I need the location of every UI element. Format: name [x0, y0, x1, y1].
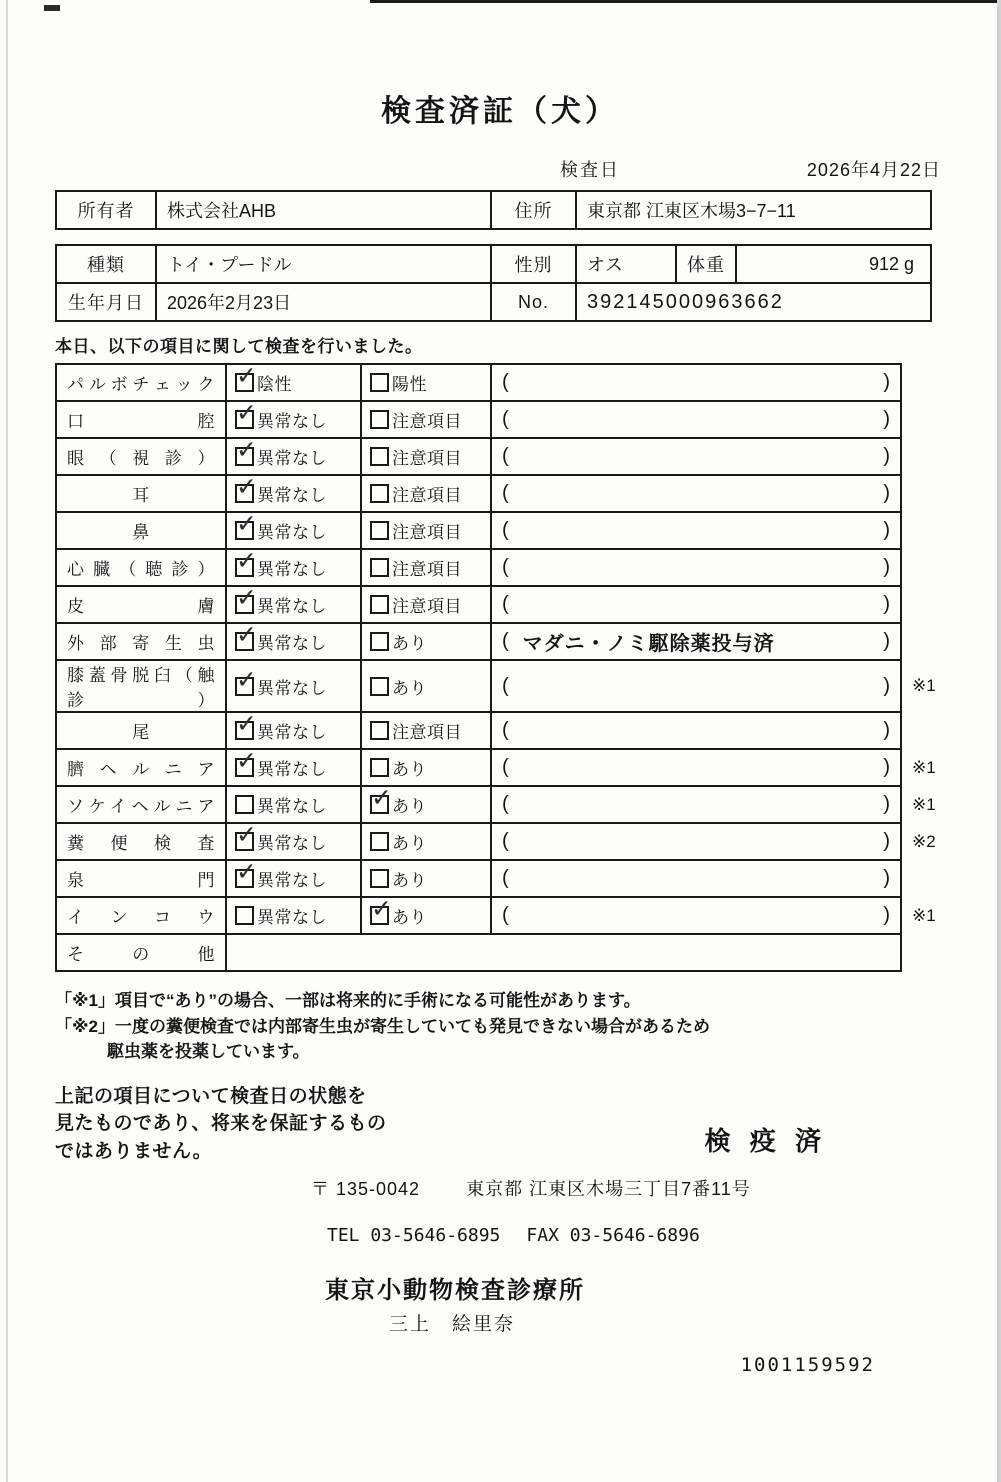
option-1-cell — [226, 749, 361, 786]
paren-close: ) — [883, 719, 890, 741]
sex-value: オス — [576, 245, 676, 283]
note-cell — [491, 475, 901, 512]
option-1-cell — [226, 586, 361, 623]
reference-mark: ※2 — [912, 831, 936, 851]
option-1-checkbox — [235, 906, 254, 925]
clinic-address: 東京都 江東区木場三丁目7番11号 — [466, 1179, 751, 1200]
note-cell — [491, 364, 901, 401]
note-cell — [491, 512, 901, 549]
option-1-checkbox-checked — [235, 558, 254, 577]
option-1-label: 異常なし — [257, 834, 327, 853]
option-1-cell — [226, 712, 361, 749]
note-wrap — [502, 439, 890, 474]
pet-table — [55, 244, 932, 322]
scan-artifact-right-edge — [997, 0, 1001, 1482]
option-2-label: 注意項目 — [392, 597, 462, 616]
option-2-label: 陽性 — [392, 375, 427, 394]
reference-mark — [901, 623, 946, 660]
option-2-label: あり — [392, 834, 427, 853]
owner-address-label: 住所 — [491, 191, 576, 229]
reference-mark — [901, 549, 946, 586]
option-2-label: あり — [392, 678, 427, 698]
option-1-checkbox-checked — [235, 484, 254, 503]
option-2-checkbox — [370, 632, 389, 651]
birthdate-value: 2026年2月23日 — [156, 283, 491, 321]
option-2-checkbox — [370, 869, 389, 888]
note-wrap — [502, 669, 890, 704]
option-1-label: 異常なし — [257, 597, 327, 616]
note-wrap — [502, 402, 890, 437]
birthdate-label: 生年月日 — [56, 283, 156, 321]
item-label: 眼（視診） — [56, 438, 226, 475]
owner-row — [56, 191, 931, 229]
paren-open: ( — [502, 867, 509, 889]
option-2-label: 注意項目 — [392, 412, 462, 431]
note-cell — [491, 786, 901, 823]
option-1-label: 異常なし — [257, 412, 327, 431]
pet-row-2 — [56, 283, 931, 321]
option-1-label: 異常なし — [257, 723, 327, 742]
option-1-checkbox-checked — [235, 869, 254, 888]
option-2-cell — [361, 860, 491, 897]
inspection-table — [55, 363, 947, 972]
paren-close: ) — [883, 830, 890, 852]
item-label: インコウ — [56, 897, 226, 934]
option-2-label: 注意項目 — [392, 486, 462, 505]
option-2-checkbox-checked — [370, 795, 389, 814]
inspection-row — [56, 660, 946, 712]
paren-close: ) — [883, 445, 890, 467]
option-1-label: 異常なし — [257, 560, 327, 579]
option-2-cell — [361, 512, 491, 549]
option-2-checkbox — [370, 832, 389, 851]
option-1-checkbox-checked — [235, 521, 254, 540]
pet-row-1 — [56, 245, 931, 283]
paren-open: ( — [502, 556, 509, 578]
inspection-row — [56, 623, 946, 660]
option-1-cell — [226, 401, 361, 438]
option-1-cell — [226, 897, 361, 934]
note-cell — [491, 586, 901, 623]
reference-mark: ※1 — [912, 757, 936, 777]
inspection-row — [56, 438, 946, 475]
option-2-checkbox — [370, 677, 389, 696]
weight-value: 912 g — [736, 245, 931, 283]
paren-open: ( — [502, 756, 509, 778]
other-empty-field — [226, 934, 901, 971]
option-2-cell — [361, 897, 491, 934]
clinic-fax: FAX 03-5646-6896 — [526, 1225, 700, 1247]
note-wrap — [502, 713, 890, 748]
option-1-label: 異常なし — [257, 634, 327, 653]
reference-mark — [901, 860, 946, 897]
owner-label: 所有者 — [56, 191, 156, 229]
note-wrap — [502, 750, 890, 785]
option-1-cell — [226, 549, 361, 586]
item-label: 糞便検査 — [56, 823, 226, 860]
paren-open: ( — [502, 830, 509, 852]
note-cell — [491, 712, 901, 749]
inspection-row — [56, 364, 946, 401]
option-2-label: あり — [392, 908, 427, 927]
note-cell — [491, 438, 901, 475]
option-2-cell — [361, 438, 491, 475]
option-1-label: 異常なし — [257, 908, 327, 927]
paren-open: ( — [502, 445, 509, 467]
option-1-cell — [226, 860, 361, 897]
clinic-postal-code: 〒 135-0042 — [311, 1179, 421, 1200]
clinic-address-row — [55, 1175, 945, 1201]
option-2-label: 注意項目 — [392, 723, 462, 742]
note-cell — [491, 623, 901, 660]
option-1-label: 異常なし — [257, 760, 327, 779]
inspection-row — [56, 786, 946, 823]
item-label: パルボチェック — [56, 364, 226, 401]
note-cell — [491, 749, 901, 786]
item-label: 膝蓋骨脱臼（触診） — [56, 660, 226, 712]
option-2-cell — [361, 749, 491, 786]
clinic-name: 東京小動物検査診療所 — [325, 1277, 585, 1305]
option-1-checkbox-checked — [235, 595, 254, 614]
note-wrap — [502, 624, 890, 659]
footnote-1: 「※1」項目で“あり”の場合、一部は将来的に手術になる可能性があります。 — [55, 991, 641, 1010]
item-label: 耳 — [56, 475, 226, 512]
option-1-cell — [226, 823, 361, 860]
disclaimer-text — [55, 1083, 387, 1166]
reference-mark — [901, 512, 946, 549]
note-cell — [491, 660, 901, 712]
option-1-cell — [226, 786, 361, 823]
inspection-row — [56, 897, 946, 934]
option-2-cell — [361, 823, 491, 860]
reference-mark — [901, 934, 946, 971]
inspection-date-label: 検査日 — [560, 160, 620, 180]
note-wrap — [502, 513, 890, 548]
option-2-cell — [361, 712, 491, 749]
item-label: ソケイヘルニア — [56, 786, 226, 823]
note-text: マダニ・ノミ駆除薬投与済 — [522, 633, 775, 655]
inspection-row — [56, 823, 946, 860]
paren-close: ) — [883, 556, 890, 578]
note-wrap — [502, 587, 890, 622]
option-1-cell — [226, 438, 361, 475]
reference-mark — [901, 401, 946, 438]
reference-mark: ※1 — [912, 905, 936, 925]
clinic-tel: TEL 03-5646-6895 — [327, 1225, 501, 1247]
option-2-cell — [361, 364, 491, 401]
intro-text: 本日、以下の項目に関して検査を行いました。 — [55, 337, 423, 356]
disclaimer-line-2: 見たものであり、将来を保証するもの — [55, 1113, 387, 1135]
option-1-cell — [226, 512, 361, 549]
option-2-checkbox-checked — [370, 906, 389, 925]
disclaimer-line-3: ではありません。 — [55, 1140, 213, 1162]
reference-mark: ※1 — [912, 794, 936, 814]
note-wrap — [502, 898, 890, 933]
item-label: 泉門 — [56, 860, 226, 897]
option-2-label: 注意項目 — [392, 523, 462, 542]
paren-close: ) — [883, 867, 890, 889]
inspection-table-body — [56, 364, 946, 971]
paren-open: ( — [502, 904, 509, 926]
option-1-checkbox-checked — [235, 832, 254, 851]
option-2-label: 注意項目 — [392, 449, 462, 468]
option-1-cell — [226, 660, 361, 712]
option-1-checkbox-checked — [235, 632, 254, 651]
note-cell — [491, 897, 901, 934]
inspection-row — [56, 749, 946, 786]
option-2-checkbox — [370, 410, 389, 429]
item-label: 口腔 — [56, 401, 226, 438]
breed-value: トイ・プードル — [156, 245, 491, 283]
bottom-row — [55, 1083, 945, 1166]
option-1-checkbox-checked — [235, 373, 254, 392]
paren-close: ) — [883, 371, 890, 393]
paren-open: ( — [502, 371, 509, 393]
option-1-label: 異常なし — [257, 523, 327, 542]
footnote-2-line1: 「※2」一度の糞便検査では内部寄生虫が寄生していても発見できない場合があるため — [55, 1016, 710, 1036]
option-1-cell — [226, 475, 361, 512]
paren-open: ( — [502, 519, 509, 541]
inspection-row — [56, 401, 946, 438]
page-title: 検査済証（犬） — [381, 95, 619, 128]
option-2-label: あり — [392, 871, 427, 890]
option-2-checkbox — [370, 721, 389, 740]
item-label: その他 — [56, 934, 226, 971]
paren-close: ) — [883, 904, 890, 926]
inspection-row — [56, 586, 946, 623]
option-1-checkbox — [235, 795, 254, 814]
item-label: 心臓（聴診） — [56, 549, 226, 586]
breed-label: 種類 — [56, 245, 156, 283]
owner-value: 株式会社AHB — [156, 191, 491, 229]
option-2-cell — [361, 401, 491, 438]
reference-mark — [901, 438, 946, 475]
footnote-2-line2: 駆虫薬を投薬しています。 — [107, 1042, 310, 1061]
note-wrap — [502, 365, 890, 400]
option-1-label: 異常なし — [257, 678, 327, 698]
option-2-label: あり — [392, 760, 427, 779]
reference-mark — [901, 712, 946, 749]
paren-open: ( — [502, 593, 509, 615]
option-1-label: 異常なし — [257, 449, 327, 468]
note-wrap — [502, 861, 890, 896]
option-2-checkbox — [370, 521, 389, 540]
note-cell — [491, 823, 901, 860]
option-2-label: あり — [392, 634, 427, 653]
option-2-label: 注意項目 — [392, 560, 462, 579]
option-2-checkbox — [370, 758, 389, 777]
clinic-contact-row — [55, 1225, 945, 1246]
note-wrap — [502, 787, 890, 822]
inspection-row — [56, 549, 946, 586]
item-label: 臍ヘルニア — [56, 749, 226, 786]
quarantine-stamp: 検 疫 済 — [704, 1125, 827, 1156]
option-1-label: 異常なし — [257, 797, 327, 816]
inspection-row — [56, 512, 946, 549]
paren-open: ( — [502, 630, 509, 652]
item-label: 尾 — [56, 712, 226, 749]
reference-mark — [901, 364, 946, 401]
inspection-row — [56, 475, 946, 512]
option-2-cell — [361, 586, 491, 623]
serial-number: 1001159592 — [740, 1354, 875, 1377]
note-cell — [491, 401, 901, 438]
paren-close: ) — [883, 674, 890, 697]
option-2-cell — [361, 475, 491, 512]
option-1-label: 異常なし — [257, 871, 327, 890]
option-1-checkbox-checked — [235, 758, 254, 777]
option-2-checkbox — [370, 447, 389, 466]
paren-open: ( — [502, 482, 509, 504]
option-2-checkbox — [370, 558, 389, 577]
paren-open: ( — [502, 793, 509, 815]
option-2-cell — [361, 660, 491, 712]
paren-close: ) — [883, 756, 890, 778]
paren-close: ) — [883, 519, 890, 541]
paren-open: ( — [502, 719, 509, 741]
owner-address-value: 東京都 江東区木場3−7−11 — [576, 191, 931, 229]
reference-mark — [901, 586, 946, 623]
inspection-date-row — [55, 156, 945, 182]
certificate-no-label: No. — [491, 283, 576, 321]
option-2-cell — [361, 549, 491, 586]
inspection-row — [56, 860, 946, 897]
option-1-checkbox-checked — [235, 677, 254, 696]
certificate-no-value: 392145000963662 — [576, 283, 931, 321]
option-2-cell — [361, 786, 491, 823]
option-1-checkbox-checked — [235, 721, 254, 740]
item-label: 鼻 — [56, 512, 226, 549]
owner-table — [55, 190, 932, 230]
option-2-cell — [361, 623, 491, 660]
disclaimer-line-1: 上記の項目について検査日の状態を — [55, 1085, 367, 1107]
paren-open: ( — [502, 408, 509, 430]
note-cell — [491, 860, 901, 897]
item-label: 外部寄生虫 — [56, 623, 226, 660]
option-2-checkbox — [370, 373, 389, 392]
paren-close: ) — [883, 630, 890, 652]
footnotes — [55, 988, 945, 1065]
paren-close: ) — [883, 482, 890, 504]
option-1-cell — [226, 623, 361, 660]
option-2-checkbox — [370, 595, 389, 614]
inspection-row — [56, 712, 946, 749]
paren-close: ) — [883, 593, 890, 615]
option-1-checkbox-checked — [235, 410, 254, 429]
weight-label: 体重 — [676, 245, 736, 283]
paren-close: ) — [883, 793, 890, 815]
paren-close: ) — [883, 408, 890, 430]
scan-artifact-left-edge — [6, 0, 8, 1482]
option-1-label: 陰性 — [257, 375, 292, 394]
option-1-checkbox-checked — [235, 447, 254, 466]
paren-open: ( — [502, 674, 509, 697]
note-wrap — [502, 824, 890, 859]
option-1-cell — [226, 364, 361, 401]
inspection-date-value: 2026年4月22日 — [806, 160, 941, 180]
note-cell — [491, 549, 901, 586]
certificate-content — [55, 0, 945, 1376]
item-label: 皮膚 — [56, 586, 226, 623]
option-1-label: 異常なし — [257, 486, 327, 505]
option-2-label: あり — [392, 797, 427, 816]
clinic-person-name: 三上 絵里奈 — [388, 1314, 515, 1336]
note-wrap — [502, 476, 890, 511]
option-2-checkbox — [370, 484, 389, 503]
sex-label: 性別 — [491, 245, 576, 283]
reference-mark — [901, 475, 946, 512]
note-wrap — [502, 550, 890, 585]
inspection-row — [56, 934, 946, 971]
reference-mark: ※1 — [912, 676, 936, 695]
